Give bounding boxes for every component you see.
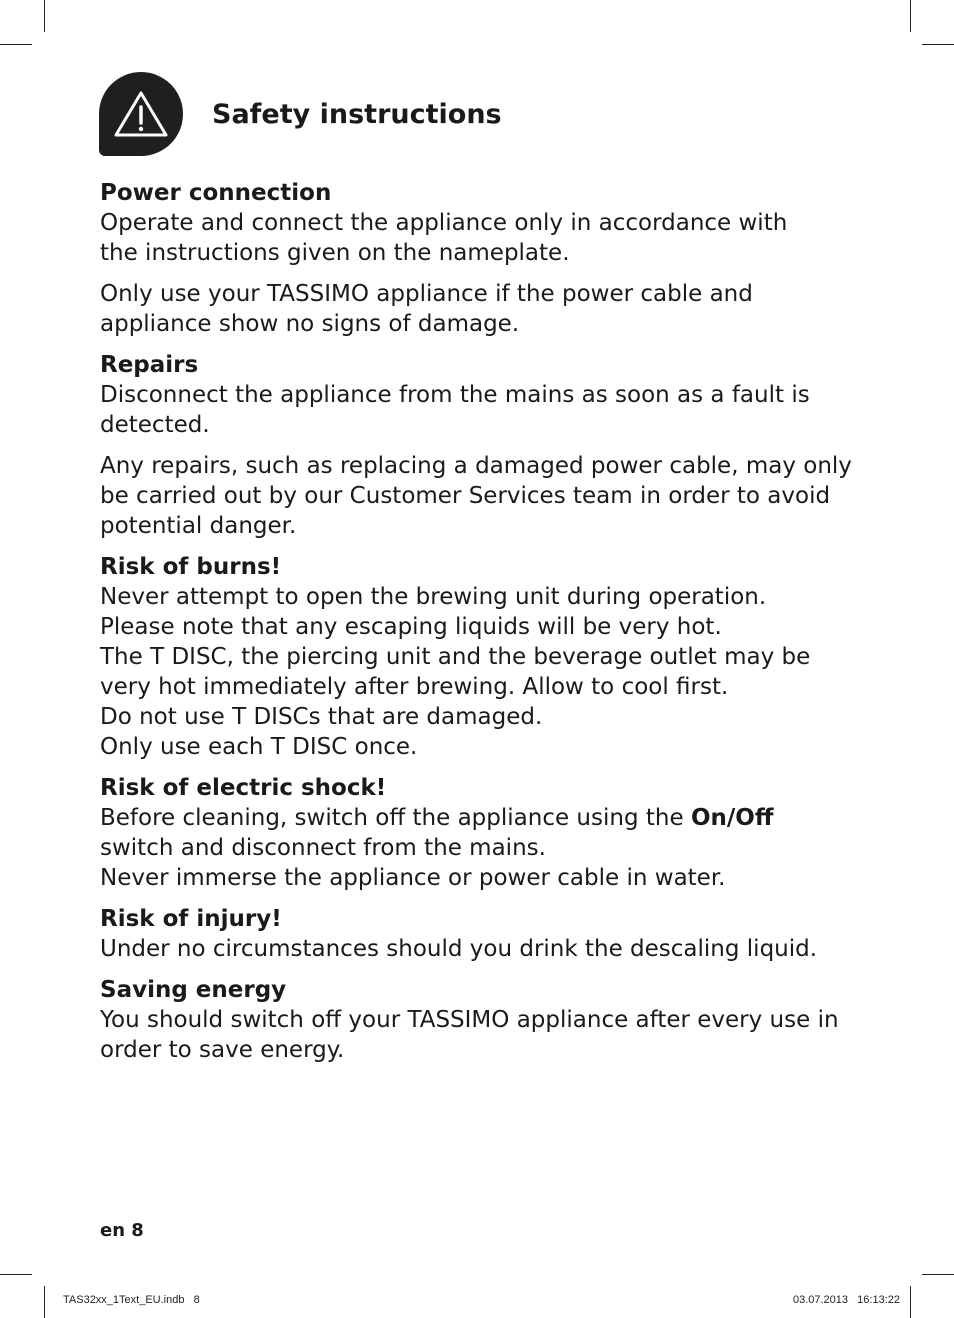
text-line: You should switch off your TASSIMO appliance after every use in [100,1007,839,1033]
crop-mark [44,1286,45,1318]
on-off-switch-label: On/Off [690,805,774,831]
text-line: very hot immediately after brewing. Allow to cool first. [100,674,729,700]
text-line: Operate and connect the appliance only in accordance with [100,210,788,236]
section-heading: Power connection [100,180,332,206]
text-line: Please note that any escaping liquids will be very hot. [100,614,722,640]
section-saving-energy [100,975,860,1065]
paragraph [100,279,860,339]
paragraph [100,208,860,268]
safety-content [100,178,860,1076]
text-line: Do not use T DISCs that are damaged. [100,704,543,730]
page-number: en 8 [100,1220,144,1241]
text-line [100,803,860,833]
section-heading: Repairs [100,352,199,378]
crop-mark [910,1286,911,1318]
text-line: Under no circumstances should you drink the descaling liquid. [100,936,818,962]
text-line: detected. [100,412,210,438]
text-line: be carried out by our Customer Services team in order to avoid [100,483,831,509]
section-heading: Saving energy [100,977,287,1003]
section-risk-of-injury [100,904,860,964]
section-heading: Risk of injury! [100,906,282,932]
section-risk-of-burns [100,552,860,762]
text-line: order to save energy. [100,1037,345,1063]
paragraph [100,451,860,541]
text-line: appliance show no signs of damage. [100,311,520,337]
text-line: Any repairs, such as replacing a damaged power cable, may only [100,453,852,479]
text-line: Only use each T DISC once. [100,734,418,760]
section-power-connection [100,178,860,339]
warning-triangle-icon [99,72,183,156]
text-line: switch and disconnect from the mains. [100,835,546,861]
text-run: Before cleaning, switch off the appliance using the [100,805,691,831]
crop-mark [0,1274,32,1275]
text-line: Never immerse the appliance or power cable in water. [100,865,726,891]
paragraph [100,380,860,440]
section-risk-of-electric-shock [100,773,860,893]
text-line: Never attempt to open the brewing unit during operation. [100,584,767,610]
crop-mark [922,1274,954,1275]
text-line: potential danger. [100,513,297,539]
text-line: Only use your TASSIMO appliance if the power cable and [100,281,753,307]
text-line: The T DISC, the piercing unit and the beverage outlet may be [100,644,811,670]
page-title: Safety instructions [212,98,502,130]
section-repairs [100,350,860,541]
text-line: Disconnect the appliance from the mains as soon as a fault is [100,382,810,408]
crop-mark [910,0,911,32]
print-timestamp: 03.07.2013 16:13:22 [792,1294,900,1306]
crop-mark [44,0,45,32]
file-slug: TAS32xx_1Text_EU.indb 8 [63,1294,200,1306]
section-heading: Risk of electric shock! [100,775,387,801]
crop-mark [922,44,954,45]
text-line: the instructions given on the nameplate. [100,240,570,266]
section-heading: Risk of burns! [100,554,282,580]
section-header [99,72,502,156]
crop-mark [0,44,32,45]
